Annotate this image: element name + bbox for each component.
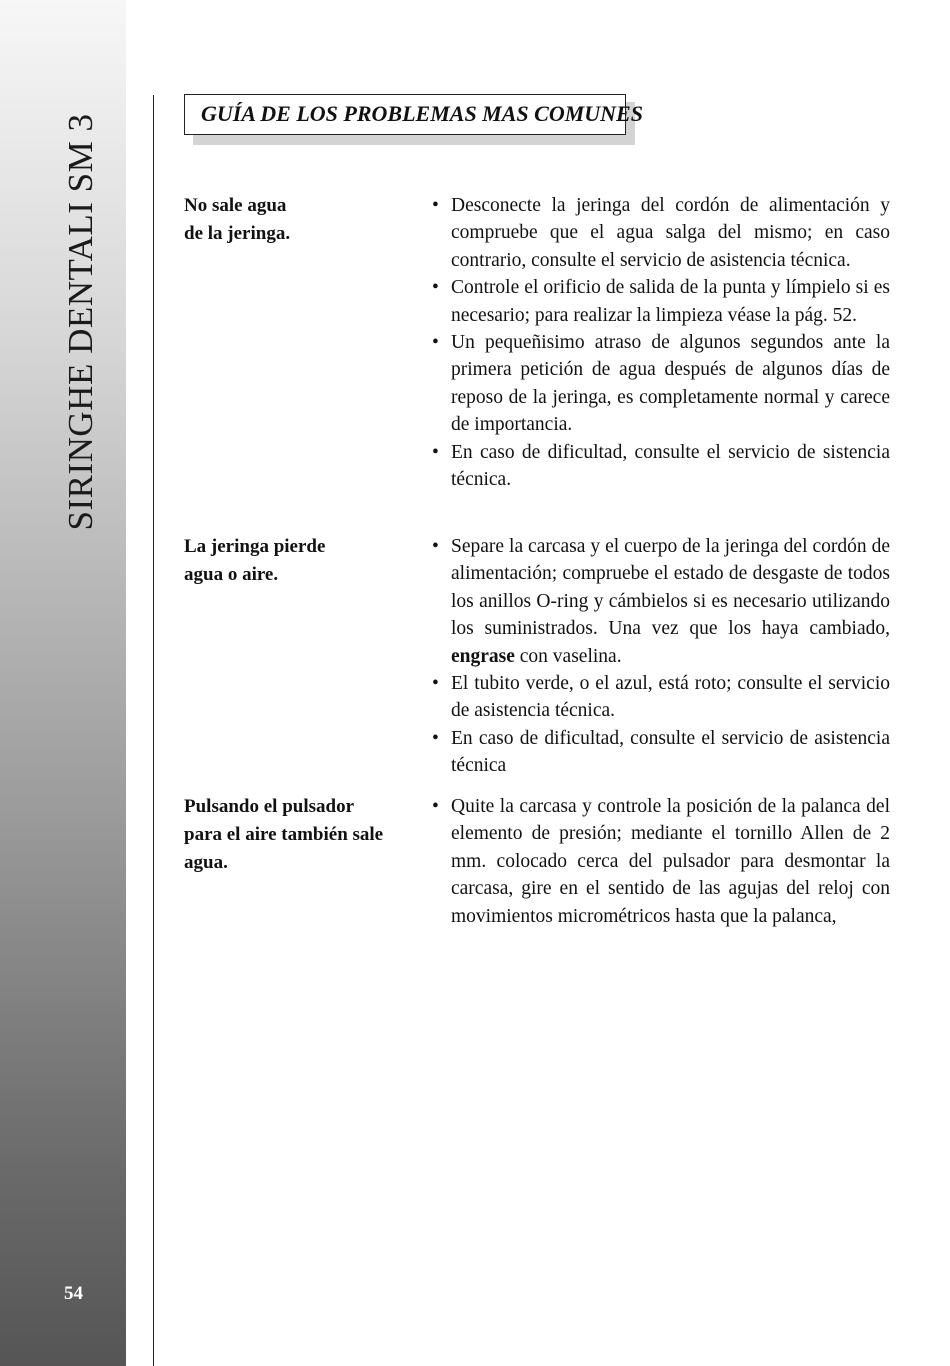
solution-text-end: con vaselina.: [514, 645, 622, 667]
solution-item: [430, 192, 890, 274]
section-title-box: [184, 94, 643, 135]
solution-item: [430, 725, 890, 780]
solution-item: [430, 670, 890, 725]
solution-text: Controle el orificio de salida de la punta y límpielo si es necesario; para realizar la limpieza véase la pág. 52.: [451, 277, 890, 326]
bullet: •: [432, 195, 439, 216]
problem-label: No sale agua de la jeringa.: [184, 195, 291, 244]
vertical-rule: [153, 95, 154, 1366]
solution-list: [430, 533, 890, 780]
solution-list: [430, 192, 890, 493]
solution-text: El tubito verde, o el azul, está roto; consulte el servicio de asistencia técnica.: [451, 673, 890, 722]
solution-text: Separe la carcasa y el cuerpo de la jeringa del cordón de alimentación; compruebe el estado de desgaste de todos los anillos O-ring y cámbielos si es necesario utilizando los suministrados. Una vez que los haya cambiado,: [451, 536, 890, 640]
solution-text: Quite la carcasa y controle la posición de la palanca del elemento de presión; mediante el tornillo Allen de 2 mm. colocado cerca del pulsador para desmontar la carcasa, gire en el sentido de las agujas del reloj con movimientos micrométricos hasta que la palanca,: [451, 796, 890, 927]
bullet: •: [432, 332, 439, 354]
solution-text: En caso de dificultad, consulte el servicio de sistencia técnica.: [451, 441, 890, 491]
solution-item: [430, 274, 890, 329]
solution-text: Un pequeñisimo atraso de algunos segundos ante la primera petición de agua después de algunos días de reposo de la jeringa, es completamente normal y carece de importancia.: [451, 332, 890, 436]
sidebar: [0, 0, 126, 1366]
bullet: •: [432, 796, 439, 817]
bullet: •: [432, 441, 439, 463]
bullet: •: [432, 277, 439, 299]
problem-label: Pulsando el pulsador para el aire también sale agua.: [184, 796, 384, 873]
page-number: 54: [64, 1283, 83, 1304]
document-title: SIRINGHE DENTALI SM 3: [61, 113, 100, 531]
solution-text: Desconecte la jeringa del cordón de alimentación y compruebe que el agua salga del mismo; en caso contrario, consulte el servicio de asistencia técnica.: [451, 195, 890, 271]
problem-label: La jeringa pierde agua o aire.: [184, 536, 326, 585]
solution-list: [430, 793, 890, 930]
emphasis-text: engrase: [451, 645, 515, 667]
bullet: •: [432, 673, 439, 695]
section-title: GUÍA DE LOS PROBLEMAS MAS COMUNES: [201, 101, 643, 126]
solution-item: [430, 439, 890, 494]
solution-text: En caso de dificultad, consulte el servicio de asistencia técnica: [451, 727, 890, 777]
bullet: •: [432, 727, 439, 749]
solution-item: [430, 329, 890, 439]
bullet: •: [432, 536, 439, 557]
solution-item: [430, 793, 890, 930]
solution-item: [430, 533, 890, 670]
